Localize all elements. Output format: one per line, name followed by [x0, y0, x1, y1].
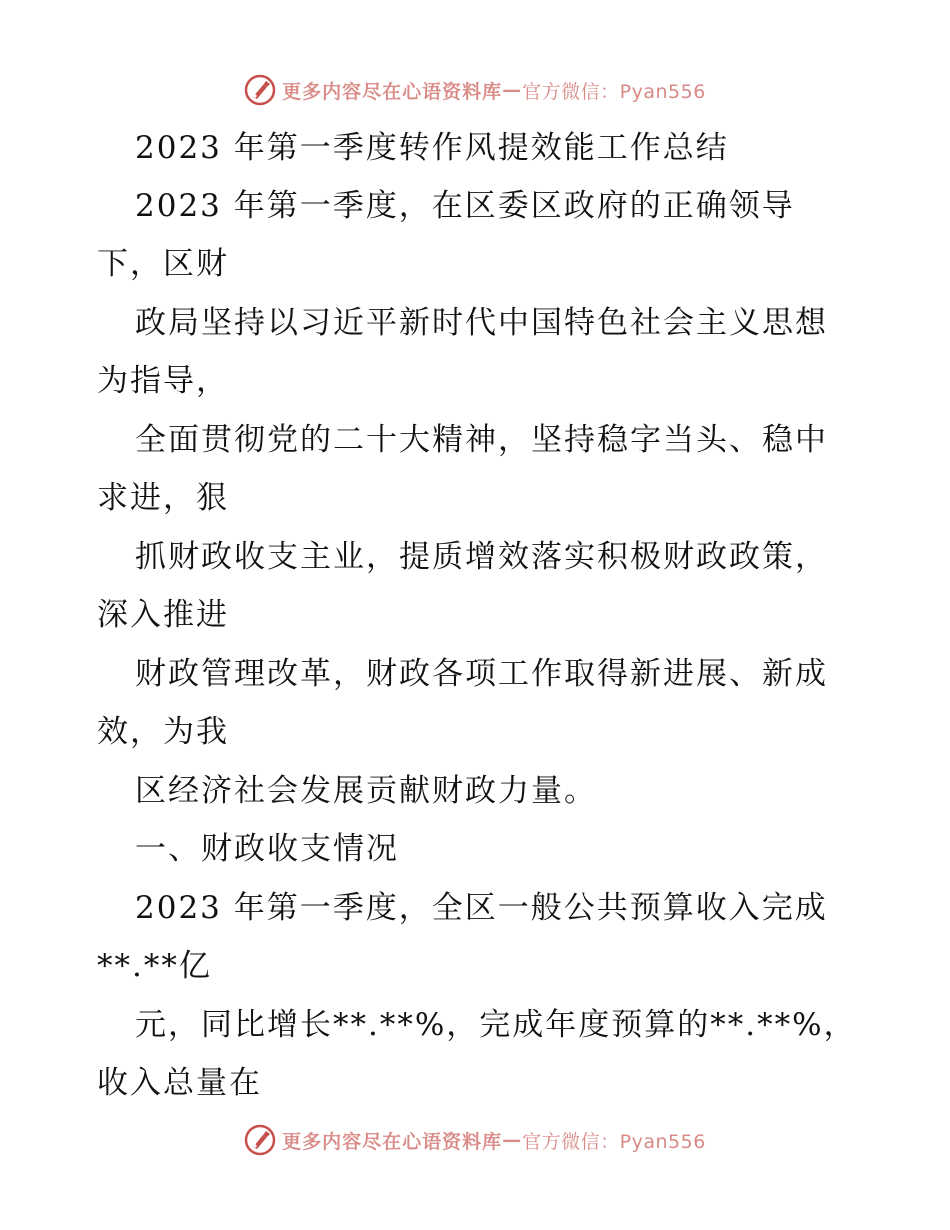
watermark-separator: — [502, 1129, 523, 1151]
watermark-header [0, 70, 950, 110]
paragraph-line: **.**亿 [97, 948, 212, 984]
watermark-text: 更多内容尽在心语资料库 [282, 1130, 503, 1153]
paragraph-line: 政局坚持以习近平新时代中国特色社会主义思想 [135, 305, 828, 341]
paragraph-line: 深入推进 [97, 597, 229, 633]
pen-nib-seal-icon [244, 1124, 276, 1156]
paragraph-line: 2023 年第一季度，全区一般公共预算收入完成 [135, 890, 828, 926]
paragraph-line: 2023 年第一季度，在区委区政府的正确领导 [135, 188, 795, 224]
watermark-footer [0, 1120, 950, 1160]
paragraph-line: 区经济社会发展贡献财政力量。 [135, 773, 597, 809]
paragraph-line: 元，同比增长**.**%，完成年度预算的**.**%， [135, 1007, 857, 1043]
document-title: 2023 年第一季度转作风提效能工作总结 [135, 130, 729, 166]
paragraph-line: 全面贯彻党的二十大精神，坚持稳字当头、稳中 [135, 422, 828, 458]
watermark-contact: 官方微信：Pyan556 [522, 1130, 706, 1153]
watermark-separator: — [502, 79, 523, 101]
paragraph-line: 求进，狠 [97, 480, 229, 516]
watermark-contact: 官方微信：Pyan556 [522, 80, 706, 103]
paragraph-line: 收入总量在 [97, 1065, 262, 1101]
watermark-text: 更多内容尽在心语资料库 [282, 80, 503, 103]
paragraph-line: 财政管理改革，财政各项工作取得新进展、新成 [135, 656, 828, 692]
paragraph-line: 抓财政收支主业，提质增效落实积极财政政策， [135, 539, 828, 575]
paragraph-line: 下，区财 [97, 246, 229, 282]
paragraph-line: 为指导， [97, 363, 229, 399]
paragraph-line: 效，为我 [97, 714, 229, 750]
pen-nib-seal-icon [244, 74, 276, 106]
section-heading: 一、财政收支情况 [135, 831, 399, 867]
